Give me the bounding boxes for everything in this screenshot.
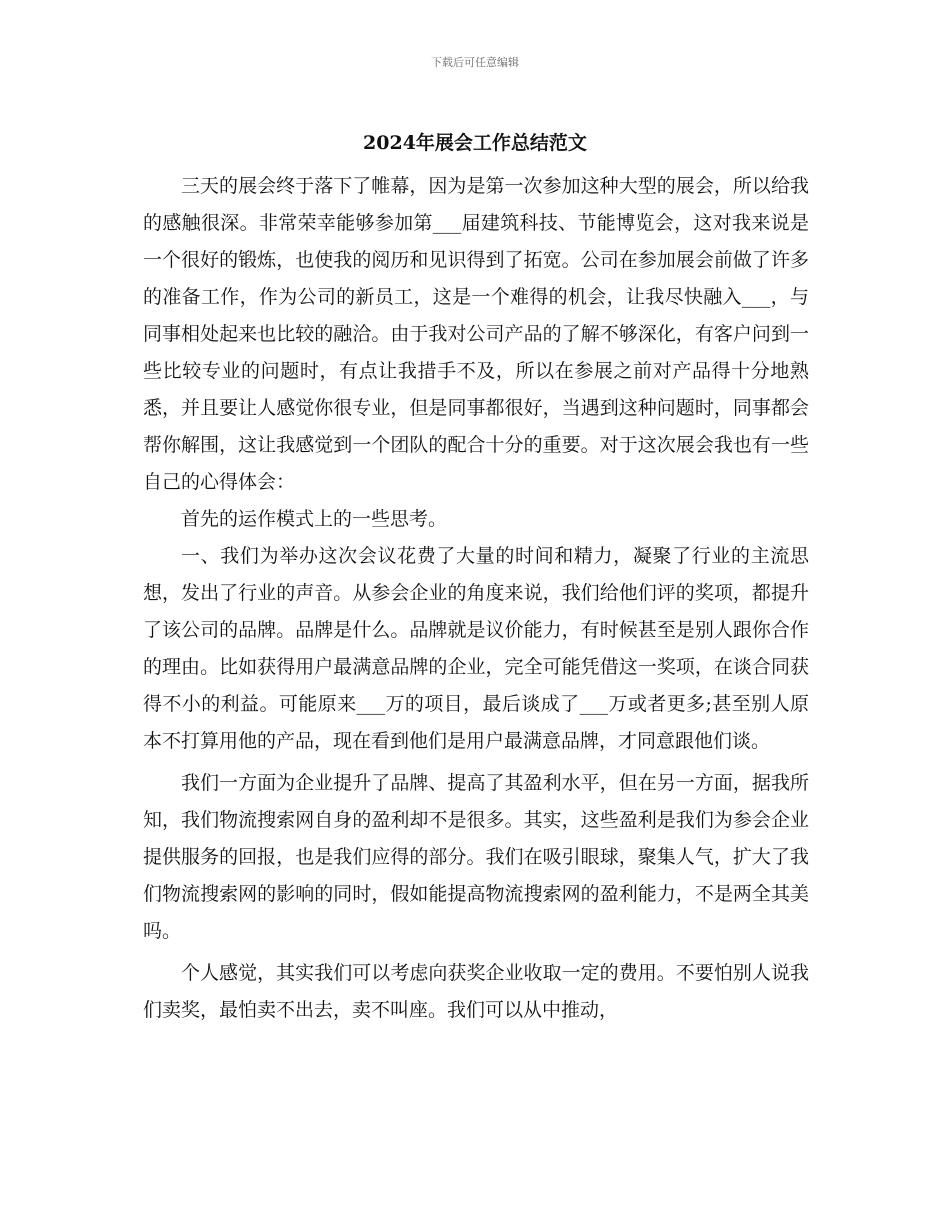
page-header-note: 下载后可任意编辑 — [431, 56, 519, 69]
paragraph-profit: 我们一方面为企业提升了品牌、提高了其盈利水平，但在另一方面，据我所知，我们物流搜索网自身的盈利却不是很多。其实，这些盈利是我们为参会企业提供服务的回报，也是我们应得的部分。我们在吸引眼球，聚集人气，扩大了我们物流搜索网的影响的同时，假如能提高物流搜索网的盈利能力，不是两全其美吗。 — [143, 772, 809, 942]
paragraph-opinion: 个人感觉，其实我们可以考虑向获奖企业收取一定的费用。不要怕别人说我们卖奖，最怕卖不出去，卖不叫座。我们可以从中推动， — [143, 962, 809, 1021]
paragraph-section-heading: 首先的运作模式上的一些思考。 — [181, 508, 448, 530]
paragraph-point-one: 一、我们为举办这次会议花费了大量的时间和精力，凝聚了行业的主流思想，发出了行业的声音。从参会企业的角度来说，我们给他们评的奖项，都提升了该公司的品牌。品牌是什么。品牌就是议价能力，有时候甚至是别人跟你合作的理由。比如获得用户最满意品牌的企业，完全可能凭借这一奖项，在谈合同获得不小的利益。可能原来___万的项目，最后谈成了___万或者更多;甚至别人原本不打算用他的产品，现在看到他们是用户最满意品牌，才同意跟他们谈。 — [143, 545, 809, 752]
paragraph-intro: 三天的展会终于落下了帷幕，因为是第一次参加这种大型的展会，所以给我的感触很深。非常荣幸能够参加第___届建筑科技、节能博览会，这对我来说是一个很好的锻炼，也使我的阅历和见识得到了拓宽。公司在参加展会前做了许多的准备工作，作为公司的新员工，这是一个难得的机会，让我尽快融入___，与同事相处起来也比较的融洽。由于我对公司产品的了解不够深化，有客户问到一些比较专业的问题时，有点让我措手不及，所以在参展之前对产品得十分地熟悉，并且要让人感觉你很专业，但是同事都很好，当遇到这种问题时，同事都会帮你解围，这让我感觉到一个团队的配合十分的重要。对于这次展会我也有一些自己的心得体会： — [143, 175, 809, 493]
document-body — [143, 168, 809, 1029]
document-title: 2024年展会工作总结范文 — [363, 132, 587, 154]
